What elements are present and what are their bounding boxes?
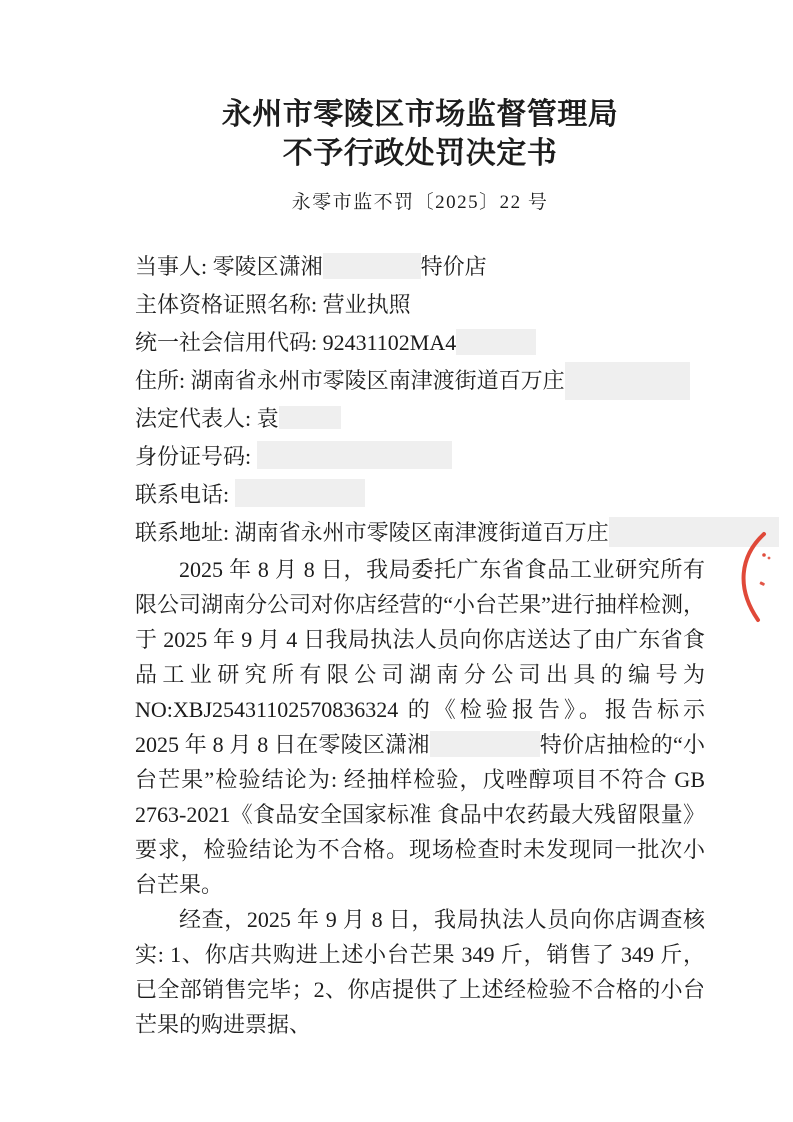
contact-address-label: 联系地址: [135, 520, 235, 545]
address-label: 住所: [135, 368, 191, 393]
address-value-pre: 湖南省永州市零陵区南津渡街道百万庄 [190, 368, 565, 393]
phone-label: 联系电话: [135, 482, 235, 507]
uscc-label: 统一社会信用代码: [135, 330, 323, 355]
para1-text-segment1: 2025 年 8 月 8 日，我局委托广东省食品工业研究所有限公司湖南分公司对你店经营的“小台芒果”进行抽样检测，于 2025 年 9 月 4 日我局执法人员向你店送达了由广东省食品工业研究所有限公司湖南分公司出具的编号为 NO:XBJ25431102570836324 的《检验报告》。报告标示 2025 年 8 月 8 日在零陵区潇湘 [135, 557, 705, 757]
info-line-license [135, 286, 705, 324]
license-label: 主体资格证照名称: [135, 292, 323, 317]
info-line-contact-address [135, 514, 705, 552]
legal-rep-label: 法定代表人: [135, 406, 257, 431]
id-number-label: 身份证号码: [135, 444, 257, 469]
legal-rep-value-pre: 袁 [256, 406, 279, 431]
redaction-box [609, 517, 779, 547]
license-value: 营业执照 [322, 292, 411, 317]
paragraph-sampling-inspection [135, 552, 705, 902]
party-label: 当事人: [135, 254, 213, 279]
document-title-line2: 不予行政处罚决定书 [282, 137, 558, 170]
redaction-box [430, 731, 540, 757]
document-title-line1: 永州市零陵区市场监督管理局 [221, 98, 619, 131]
redaction-box [456, 329, 536, 355]
party-value-post: 特价店 [420, 254, 487, 279]
info-line-id-number [135, 438, 705, 476]
para1-text-segment2: 特价店抽检的“小台芒果”检验结论为: 经抽样检验，戊唑醇项目不符合 GB 2763-2021《食品安全国家标准 食品中农药最大残留限量》要求，检验结论为不合格。现场检查时未发现同一批次小台芒果。 [135, 732, 705, 897]
info-line-address [135, 362, 705, 400]
redaction-box [257, 441, 452, 469]
info-line-legal-rep [135, 400, 705, 438]
party-value-pre: 零陵区潇湘 [212, 254, 323, 279]
info-line-uscc [135, 324, 705, 362]
uscc-value-pre: 92431102MA4 [322, 330, 457, 355]
info-line-party [135, 248, 705, 286]
redaction-box [235, 479, 365, 507]
party-info-block [135, 248, 705, 552]
document-number: 永零市监不罚〔2025〕22 号 [291, 192, 549, 213]
info-line-phone [135, 476, 705, 514]
document-content [135, 95, 705, 1042]
paragraph-investigation-findings: 经查，2025 年 9 月 8 日，我局执法人员向你店调查核实: 1、你店共购进上述小台芒果 349 斤，销售了 349 斤，已全部销售完毕；2、你店提供了上述经检验不合格的小台芒果的购进票据、 [135, 907, 705, 1037]
redaction-box [565, 362, 690, 400]
contact-address-value-pre: 湖南省永州市零陵区南津渡街道百万庄 [234, 520, 609, 545]
redaction-box [279, 406, 341, 429]
redaction-box [323, 253, 421, 279]
